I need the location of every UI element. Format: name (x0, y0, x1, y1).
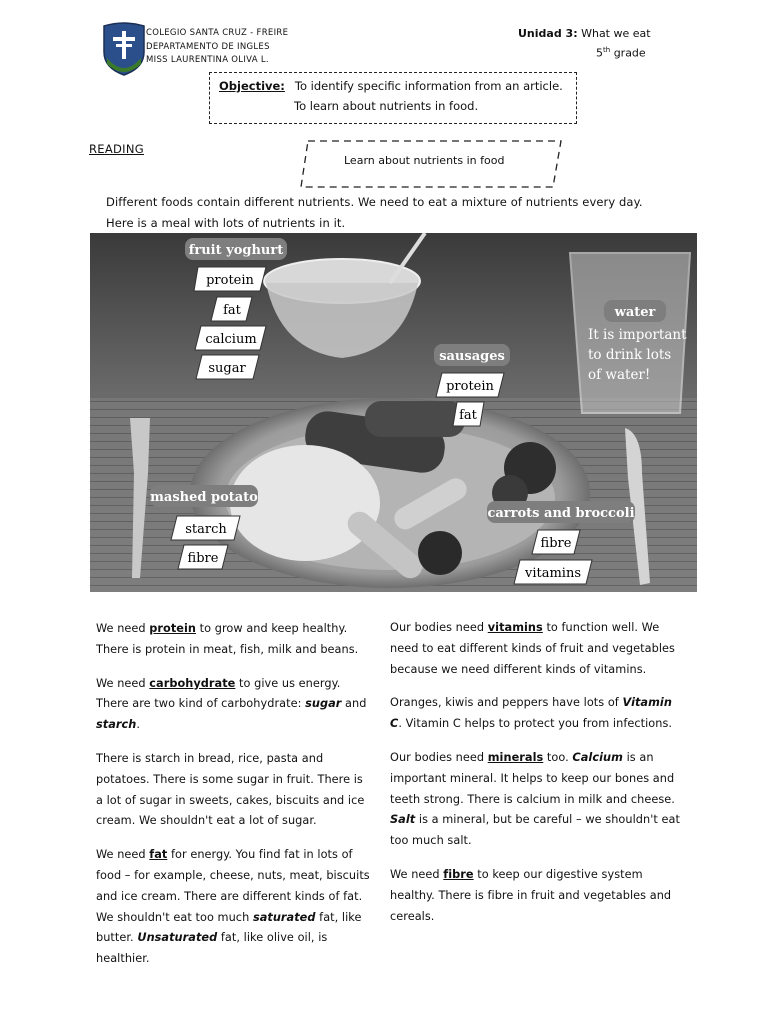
objective-text-1: To identify specific information from an article. (294, 79, 563, 93)
department-name: DEPARTAMENTO DE INGLES (146, 41, 270, 52)
keyword-salt: Salt (390, 813, 416, 827)
keyword-calcium: Calcium (572, 750, 623, 764)
intro-line-1: Different foods contain different nutrients. We need to eat a mixture of nutrients every day. (106, 195, 643, 209)
paragraph-fibre: We need fibre to keep our digestive system healthy. There is fibre in fruit and vegetables and cereals. (390, 867, 672, 923)
keyword-fat: fat (149, 848, 168, 862)
label-sausages: sausages (439, 349, 505, 364)
water-note-line-2: to drink lots (588, 347, 672, 363)
school-info (146, 27, 288, 68)
label-carrots-broccoli: carrots and broccoli (487, 506, 635, 521)
grade-word: grade (613, 46, 646, 60)
unit-heading (518, 27, 651, 40)
right-column (390, 618, 680, 940)
grade-label (596, 46, 646, 60)
keyword-unsaturated: Unsaturated (137, 931, 218, 945)
label-yoghurt-calcium: calcium (205, 332, 257, 347)
keyword-minerals: minerals (487, 750, 544, 764)
grade-ordinal: th (603, 46, 611, 54)
label-yoghurt-sugar: sugar (208, 361, 246, 376)
school-name: COLEGIO SANTA CRUZ - FREIRE (146, 28, 289, 38)
intro-text (106, 192, 643, 234)
label-water: water (614, 305, 656, 320)
meal-photo (90, 233, 697, 592)
objective-line-2: To learn about nutrients in food. (294, 99, 479, 113)
unit-title: What we eat (581, 27, 651, 40)
teacher-name: MISS LAURENTINA OLIVA L. (146, 55, 269, 65)
paragraph-vitamins: Our bodies need vitamins to function well. We need to eat different kinds of fruit and vegetables because we need different kinds of vitamins. (390, 621, 675, 676)
label-yoghurt-protein: protein (206, 273, 254, 288)
water-note-line-3: of water! (588, 367, 651, 383)
keyword-fibre: fibre (443, 867, 474, 881)
paragraph-carbohydrate: We need carbohydrate to give us energy. There are two kind of carbohydrate: sugar and starch. (96, 676, 367, 732)
keyword-saturated: saturated (252, 910, 316, 924)
objective-label: Objective: (219, 79, 285, 93)
paragraph-starch-sugar: There is starch in bread, rice, pasta and potatoes. There is some sugar in fruit. There is a lot of sugar in sweets, cakes, biscuits and ice cream. We shouldn't eat a lot of sugar. (96, 751, 365, 828)
label-potato-fibre: fibre (187, 551, 219, 566)
label-sausages-protein: protein (446, 379, 494, 394)
label-sausages-fat: fat (459, 408, 477, 423)
paragraph-protein: We need protein to grow and keep healthy. There is protein in meat, fish, milk and beans. (96, 622, 359, 656)
grade-number: 5 (596, 46, 603, 60)
reading-topic: Learn about nutrients in food (344, 154, 505, 167)
label-mashed-potato: mashed potato (150, 490, 258, 505)
keyword-carbohydrate: carbohydrate (149, 676, 236, 690)
label-veg-fibre: fibre (540, 536, 572, 551)
reading-title: READING (89, 142, 144, 156)
keyword-starch: starch (96, 718, 137, 732)
keyword-sugar: sugar (305, 697, 342, 711)
unit-label: Unidad 3: (518, 27, 578, 40)
left-column (96, 619, 371, 983)
keyword-vitamins: vitamins (487, 621, 543, 634)
paragraph-vitamin-c: Oranges, kiwis and peppers have lots of Vitamin C. Vitamin C helps to protect you from infections. (390, 696, 673, 731)
paragraph-minerals: Our bodies need minerals too. Calcium is an important mineral. It helps to keep our bones and teeth strong. There is calcium in milk and cheese. Salt is a mineral, but be careful – we shouldn't eat too much salt. (390, 750, 680, 848)
paragraph-fat: We need fat for energy. You find fat in lots of food – for example, cheese, nuts, meat, biscuits and ice cream. There are different kinds of fat. We shouldn't eat too much saturated fat, like butter. Unsaturated fat, like olive oil, is healthier. (96, 848, 370, 966)
keyword-protein: protein (149, 622, 197, 635)
objective-line-1 (219, 79, 563, 93)
label-potato-starch: starch (185, 522, 227, 537)
water-note-line-1: It is important (588, 327, 687, 343)
school-crest-icon (102, 22, 146, 76)
label-veg-vitamins: vitamins (524, 566, 582, 581)
label-yoghurt-fat: fat (223, 303, 241, 318)
intro-line-2: Here is a meal with lots of nutrients in it. (106, 216, 346, 230)
label-fruit-yoghurt: fruit yoghurt (188, 243, 284, 258)
keyword-vitamin-c: Vitamin C (390, 696, 672, 731)
